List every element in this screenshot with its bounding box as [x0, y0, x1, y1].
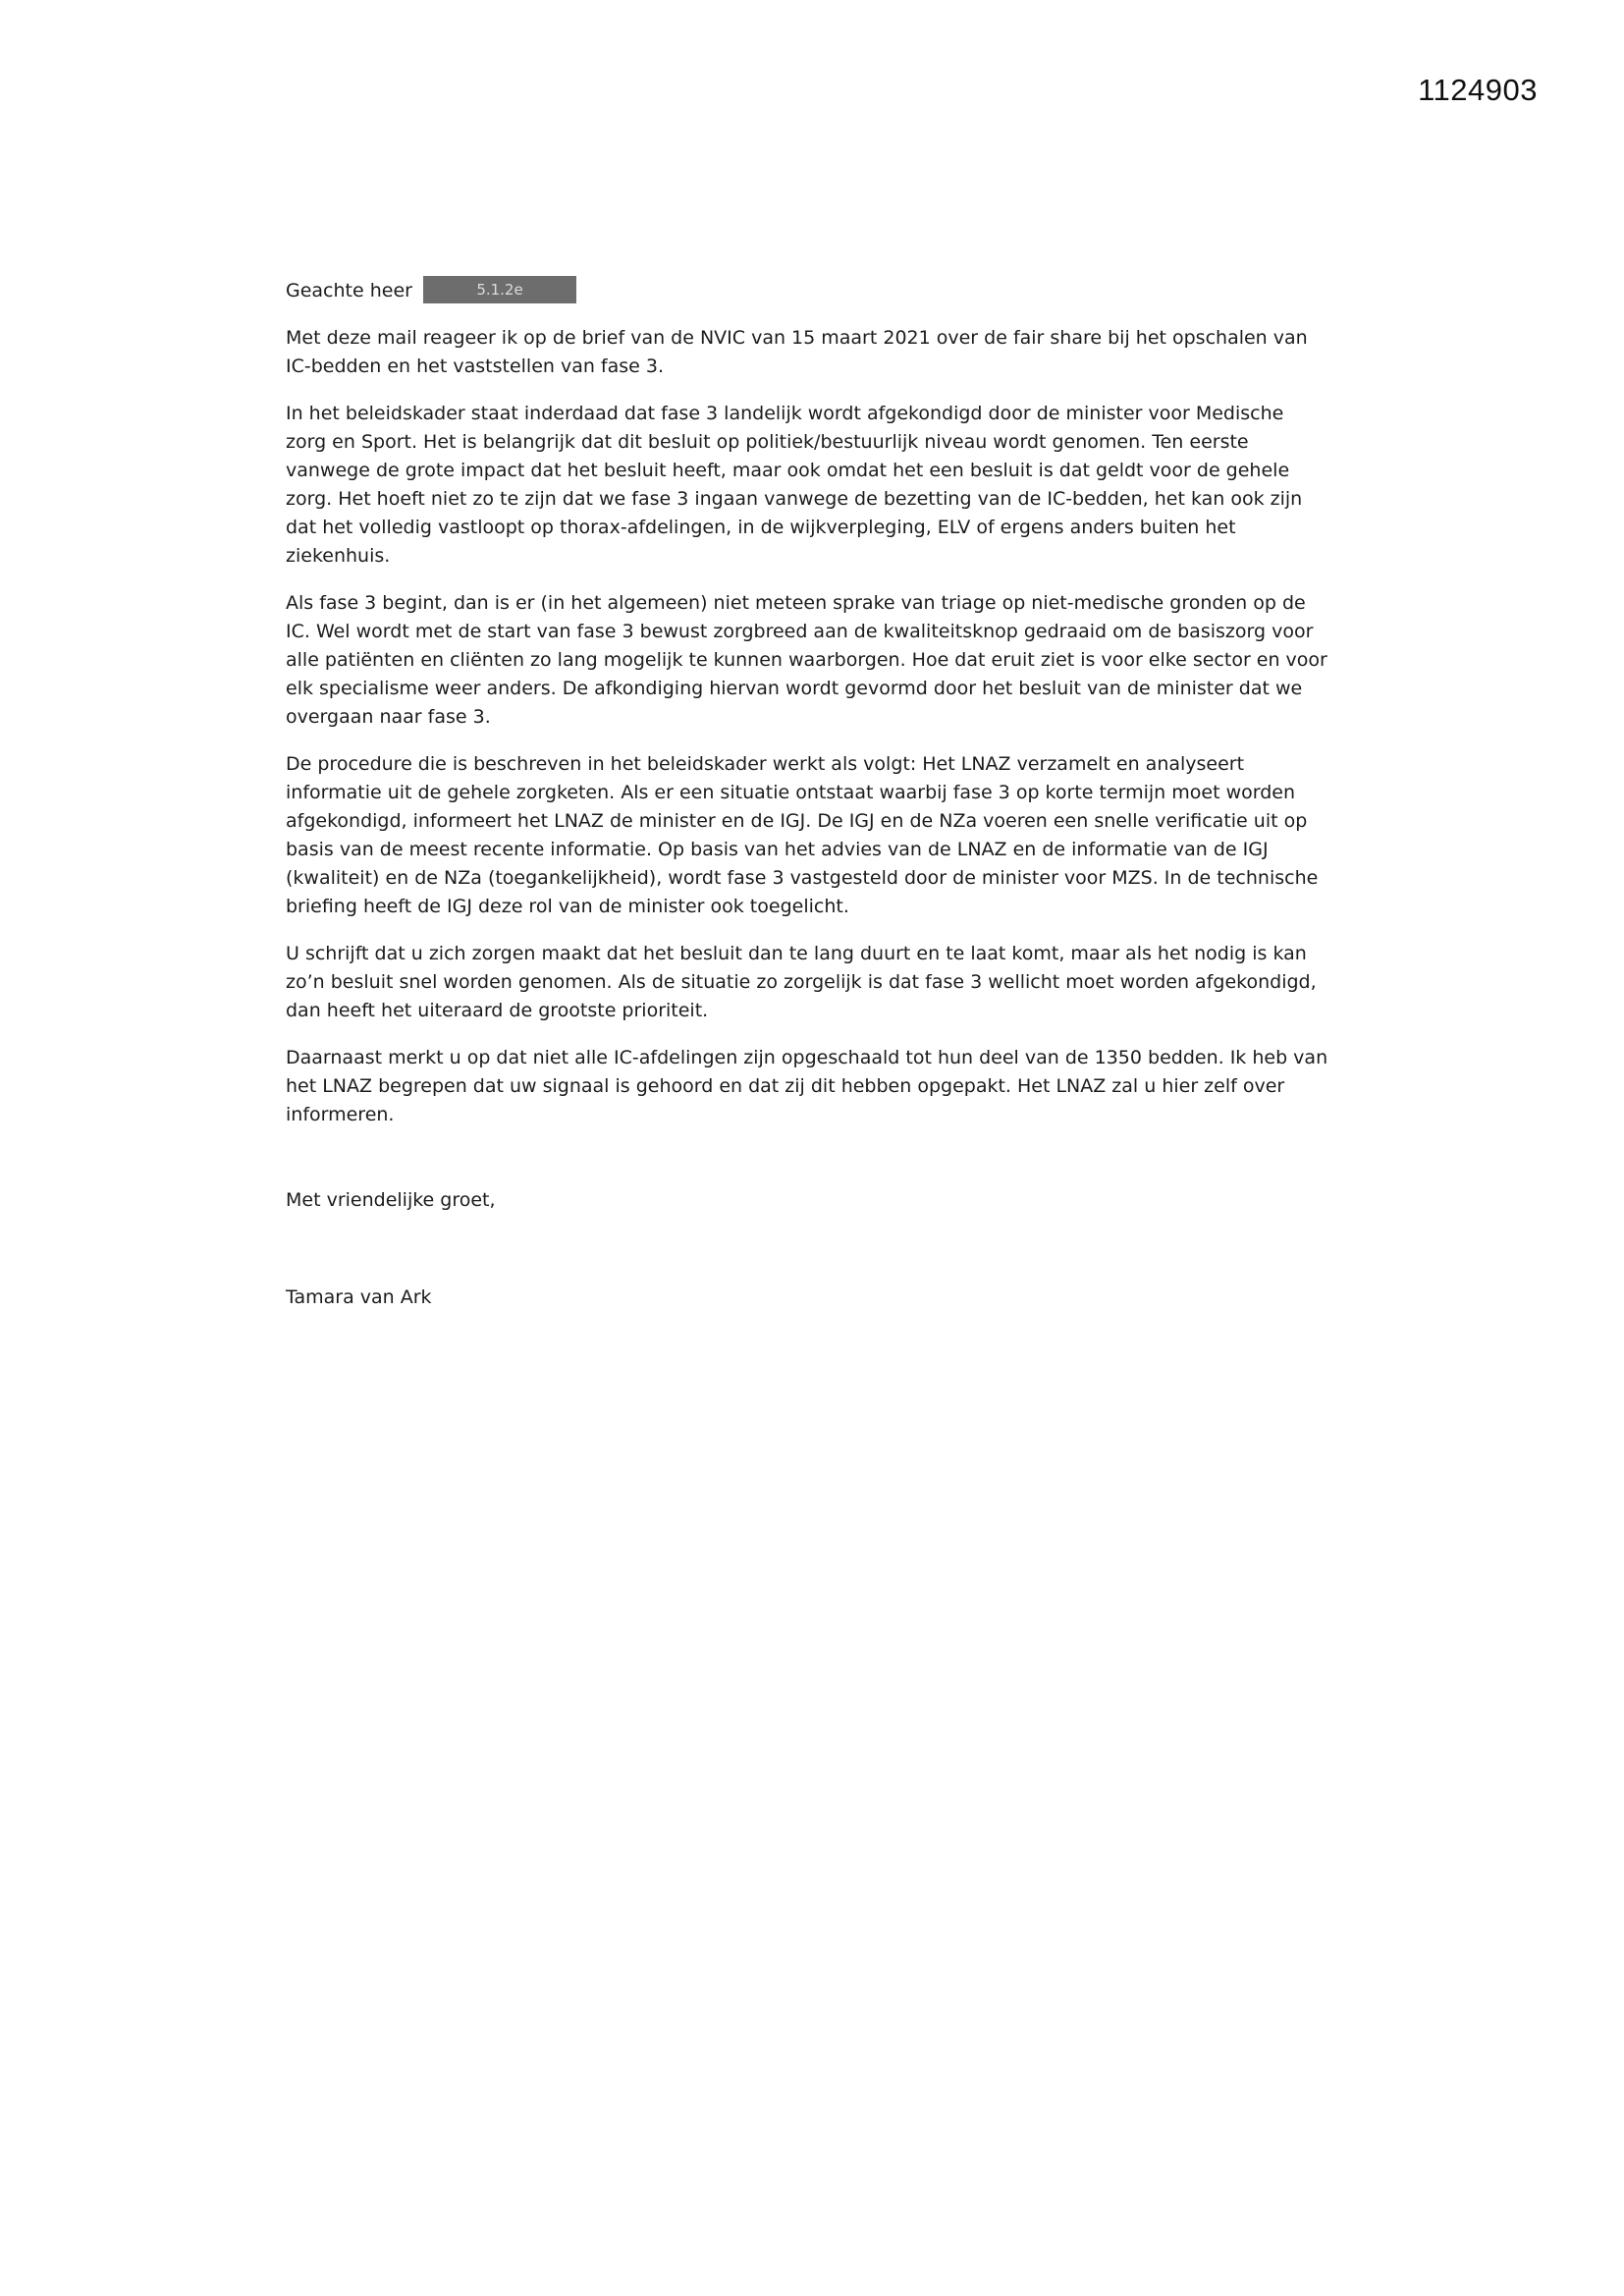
- paragraph-procedure: De procedure die is beschreven in het beleidskader werkt als volgt: Het LNAZ verzamelt en analyseert informatie uit de gehele zorgketen. Als er een situatie ontstaat waarbij fase 3 op korte termijn moet worden afgekondigd, informeert het LNAZ de minister en de IGJ. De IGJ en de NZa voeren een snelle verificatie uit op basis van de meest recente informatie. Op basis van het advies van de LNAZ en de informatie van de IGJ (kwaliteit) en de NZa (toegankelijkheid), wordt fase 3 vastgesteld door de minister voor MZS. In de technische briefing heeft de IGJ deze rol van de minister ook toegelicht.: [286, 753, 1319, 917]
- paragraph-ic-afdelingen: Daarnaast merkt u op dat niet alle IC-afdelingen zijn opgeschaald tot hun deel van de 1350 bedden. Ik heb van het LNAZ begrepen dat uw signaal is gehoord en dat zij dit hebben opgepakt. Het LNAZ zal u hier zelf over informeren.: [286, 1047, 1328, 1125]
- salutation-line: [286, 277, 1328, 305]
- letter-body: [286, 277, 1328, 1331]
- salutation-text: Geachte heer: [286, 280, 412, 301]
- paragraph-fase3-begint: Als fase 3 begint, dan is er (in het algemeen) niet meteen sprake van triage op niet-medische gronden op de IC. Wel wordt met de start van fase 3 bewust zorgbreed aan de kwaliteitsknop gedraaid om de basiszorg voor alle patiënten en cliënten zo lang mogelijk te kunnen waarborgen. Hoe dat eruit ziet is voor elke sector en voor elk specialisme weer anders. De afkondiging hiervan wordt gevormd door het besluit van de minister dat we overgaan naar fase 3.: [286, 592, 1327, 728]
- paragraph-intro: Met deze mail reageer ik op de brief van de NVIC van 15 maart 2021 over de fair share bij het opschalen van IC-bedden en het vaststellen van fase 3.: [286, 327, 1308, 377]
- closing-line: Met vriendelijke groet,: [286, 1189, 496, 1211]
- paragraph-zorgen: U schrijft dat u zich zorgen maakt dat het besluit dan te lang duurt en te laat komt, maar als het nodig is kan zo’n besluit snel worden genomen. Als de situatie zo zorgelijk is dat fase 3 wellicht moet worden afgekondigd, dan heeft het uiteraard de grootste prioriteit.: [286, 943, 1317, 1021]
- redaction-box: 5.1.2e: [423, 276, 576, 303]
- paragraph-beleidskader: In het beleidskader staat inderdaad dat fase 3 landelijk wordt afgekondigd door de minister voor Medische zorg en Sport. Het is belangrijk dat dit besluit op politiek/bestuurlijk niveau wordt genomen. Ten eerste vanwege de grote impact dat het besluit heeft, maar ook omdat het een besluit is dat geldt voor de gehele zorg. Het hoeft niet zo te zijn dat we fase 3 ingaan vanwege de bezetting van de IC-bedden, het kan ook zijn dat het volledig vastloopt op thorax-afdelingen, in de wijkverpleging, ELV of ergens anders buiten het ziekenhuis.: [286, 403, 1303, 567]
- document-number: 1124903: [1418, 73, 1538, 107]
- signature-name: Tamara van Ark: [286, 1286, 432, 1308]
